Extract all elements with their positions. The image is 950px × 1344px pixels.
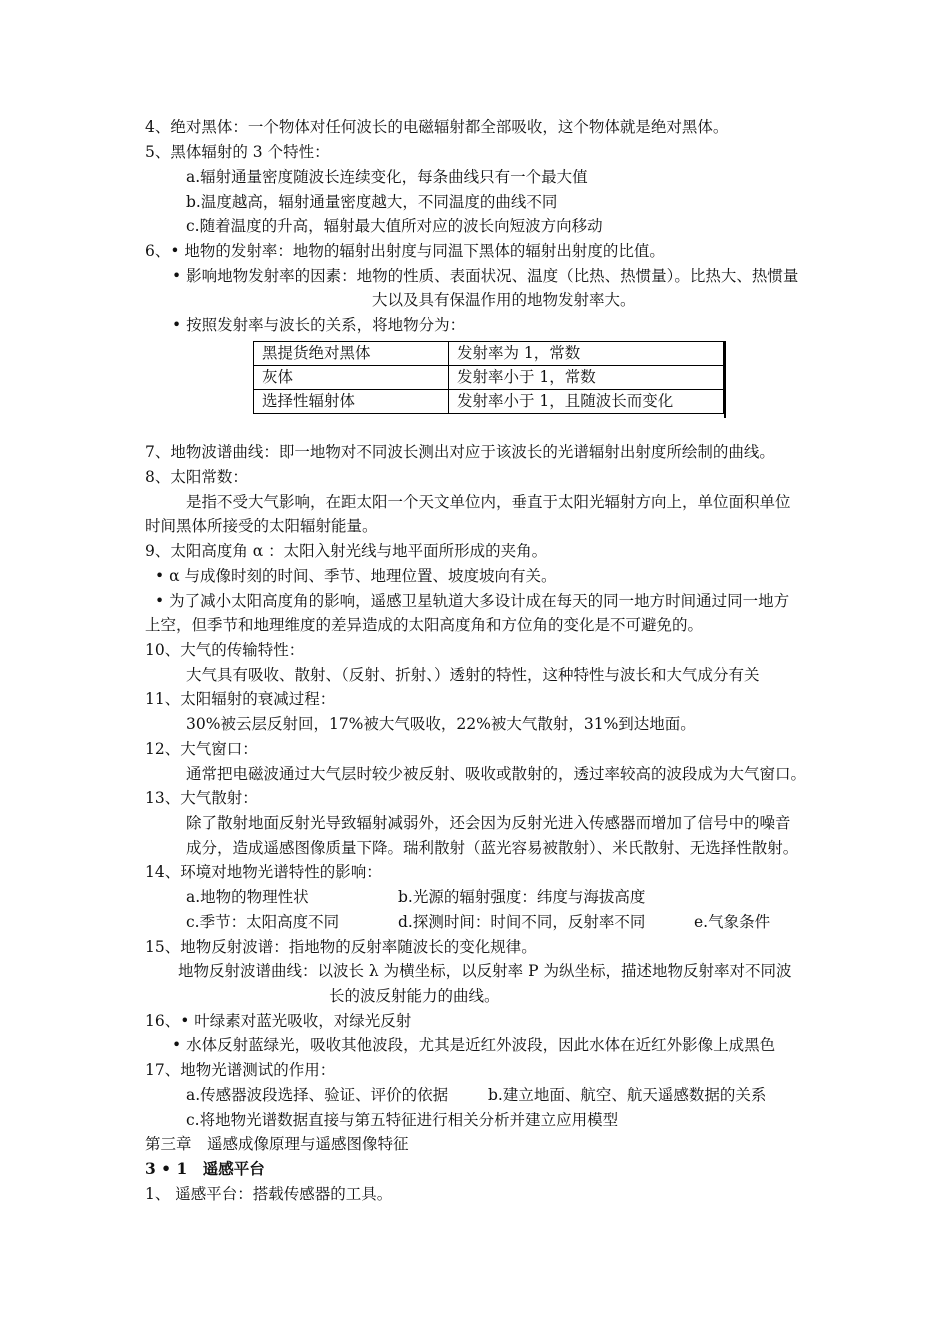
table-cell: 发射率为 1，常数 bbox=[449, 342, 724, 366]
item-5-a: a.辐射通量密度随波长连续变化，每条曲线只有一个最大值 bbox=[186, 168, 588, 186]
item-10: 10、大气的传输特性： bbox=[145, 641, 305, 659]
item-10-para: 大气具有吸收、散射、（反射、折射、）透射的特性，这种特性与波长和大气成分有关 bbox=[186, 666, 760, 684]
item-7: 7、地物波谱曲线：即一地物对不同波长测出对应于该波长的光谱辐射出射度所绘制的曲线。 bbox=[145, 443, 775, 461]
item-17-b: b.建立地面、航空、航天遥感数据的关系 bbox=[488, 1086, 767, 1104]
table-cell: 发射率小于 1，且随波长而变化 bbox=[449, 390, 724, 414]
item-5-b: b.温度越高，辐射通量密度越大，不同温度的曲线不同 bbox=[186, 193, 558, 211]
item-6-bullet-1: • 影响地物发射率的因素：地物的性质、表面状况、温度（比热、热惯量）。比热大、热惯量 bbox=[172, 267, 799, 285]
item-11: 11、太阳辐射的衰减过程： bbox=[145, 690, 336, 708]
emissivity-table bbox=[253, 341, 724, 414]
item-9: 9、太阳高度角 α ：太阳入射光线与地平面所形成的夹角。 bbox=[145, 542, 548, 560]
item-17: 17、地物光谱测试的作用： bbox=[145, 1061, 336, 1079]
table-row bbox=[254, 390, 724, 414]
item-11-para: 30%被云层反射回，17%被大气吸收，22%被大气散射，31%到达地面。 bbox=[186, 715, 696, 733]
item-4: 4、绝对黑体：一个物体对任何波长的电磁辐射都全部吸收，这个物体就是绝对黑体。 bbox=[145, 118, 729, 136]
item-14-b: b.光源的辐射强度：纬度与海拔高度 bbox=[398, 888, 646, 906]
item-14-d: d.探测时间：时间不同，反射率不同 bbox=[398, 913, 646, 931]
item-15-para: 地物反射波谱曲线：以波长 λ 为横坐标，以反射率 P 为纵坐标，描述地物反射率对不同波 bbox=[178, 962, 792, 980]
chapter-heading: 第三章 遥感成像原理与遥感图像特征 bbox=[145, 1135, 409, 1153]
item-14-c: c.季节：太阳高度不同 bbox=[186, 913, 340, 931]
section-heading: 3 • 1 遥感平台 bbox=[145, 1159, 265, 1178]
item-15-para-cont: 长的波反射能力的曲线。 bbox=[329, 987, 500, 1005]
item-9-bullet-2: • 为了减小太阳高度角的影响，遥感卫星轨道大多设计成在每天的同一地方时间通过同一地方 bbox=[155, 592, 790, 610]
table-shadow bbox=[724, 341, 726, 418]
item-13-para-cont: 成分，造成遥感图像质量下降。瑞利散射（蓝光容易被散射）、米氏散射、无选择性散射。 bbox=[186, 839, 799, 857]
item-12: 12、大气窗口： bbox=[145, 740, 258, 758]
item-14-a: a.地物的物理性状 bbox=[186, 888, 309, 906]
item-12-para: 通常把电磁波通过大气层时较少被反射、吸收或散射的，透过率较高的波段成为大气窗口。 bbox=[186, 765, 807, 783]
item-8-para: 是指不受大气影响，在距太阳一个天文单位内，垂直于太阳光辐射方向上，单位面积单位 bbox=[186, 493, 791, 511]
table-row bbox=[254, 342, 724, 366]
item-6-bullet-2: • 按照发射率与波长的关系，将地物分为： bbox=[172, 316, 466, 334]
table-cell: 选择性辐射体 bbox=[254, 390, 449, 414]
table-row bbox=[254, 366, 724, 390]
item-5-c: c.随着温度的升高，辐射最大值所对应的波长向短波方向移动 bbox=[186, 217, 603, 235]
item-17-a: a.传感器波段选择、验证、评价的依据 bbox=[186, 1086, 449, 1104]
item-14-e: e.气象条件 bbox=[694, 913, 771, 931]
item-6: 6、• 地物的发射率：地物的辐射出射度与同温下黑体的辐射出射度的比值。 bbox=[145, 242, 665, 260]
item-6-bullet-1-cont: 大以及具有保温作用的地物发射率大。 bbox=[372, 291, 636, 309]
table-cell: 发射率小于 1，常数 bbox=[449, 366, 724, 390]
item-17-c: c.将地物光谱数据直接与第五特征进行相关分析并建立应用模型 bbox=[186, 1111, 619, 1129]
item-9-bullet-2-cont: 上空，但季节和地理维度的差异造成的太阳高度角和方位角的变化是不可避免的。 bbox=[145, 616, 704, 634]
item-16-bullet: • 水体反射蓝绿光，吸收其他波段，尤其是近红外波段，因此水体在近红外影像上成黑色 bbox=[172, 1036, 776, 1054]
table-cell: 黑提货绝对黑体 bbox=[254, 342, 449, 366]
item-5: 5、黑体辐射的 3 个特性： bbox=[145, 143, 330, 161]
item-8: 8、太阳常数： bbox=[145, 468, 248, 486]
item-13: 13、大气散射： bbox=[145, 789, 258, 807]
item-16: 16、• 叶绿素对蓝光吸收，对绿光反射 bbox=[145, 1012, 412, 1030]
item-14: 14、环境对地物光谱特性的影响： bbox=[145, 863, 382, 881]
paragraph-1: 1、 遥感平台：搭载传感器的工具。 bbox=[145, 1185, 393, 1203]
item-13-para: 除了散射地面反射光导致辐射减弱外，还会因为反射光进入传感器而增加了信号中的噪音 bbox=[186, 814, 791, 832]
item-8-para-cont: 时间黑体所接受的太阳辐射能量。 bbox=[145, 517, 378, 535]
table-cell: 灰体 bbox=[254, 366, 449, 390]
item-15: 15、地物反射波谱：指地物的反射率随波长的变化规律。 bbox=[145, 938, 537, 956]
item-9-bullet-1: • α 与成像时刻的时间、季节、地理位置、坡度坡向有关。 bbox=[155, 567, 557, 585]
